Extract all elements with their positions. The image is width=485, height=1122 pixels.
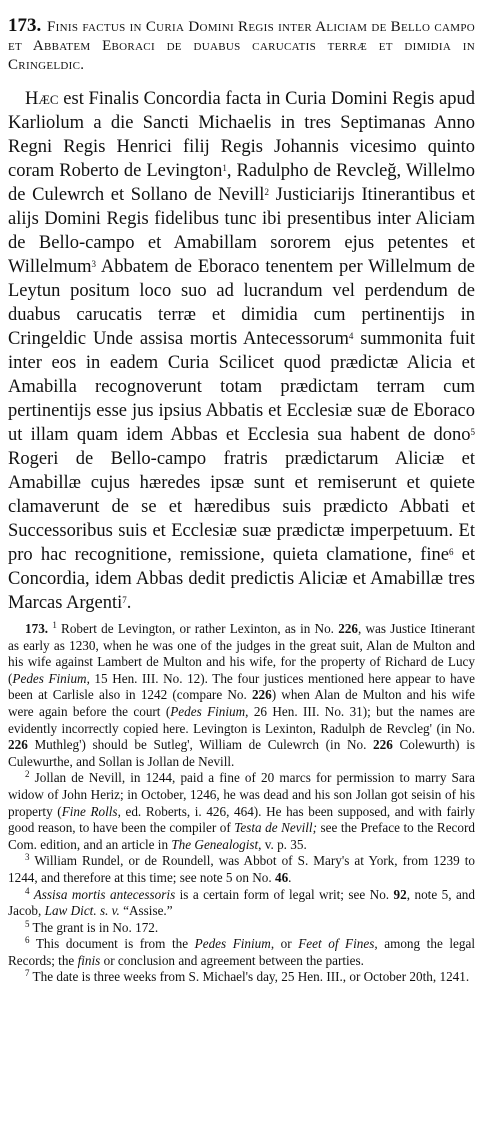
footnote-7 xyxy=(8,969,475,986)
footnote-marker[interactable]: 2 xyxy=(264,187,269,197)
footnote-text: , v. p. 35. xyxy=(258,836,307,852)
text-segment: est Finalis Concordia facta in Curia Domini Regis apud Karliolum a die Sancti Michaelis in tres Septimanas Anno Regni Regis Henrici filij Regis Johannis vicesimo quinto coram Roberto de Levington xyxy=(8,89,475,181)
footnote-text: see the Preface to the Record Com. edition, and an article in xyxy=(8,820,475,852)
footnote-text: . xyxy=(288,869,292,885)
text-segment: Justiciarijs Itinerantibus et alijs Domini Regis fidelibus tunc ibi presentibus inter Aliciam de Bello-campo et Amabillam sororem ejus petentes et Willelmum xyxy=(8,185,475,277)
footnote-text: or conclusion and agreement between the parties. xyxy=(100,952,364,968)
footnote-text: , 26 Hen. III. No. 31); but the names are evidently incorrectly copied here. Levington is Lexinton, Radulph de Revcleg' (in No. xyxy=(8,703,475,736)
charter-heading xyxy=(8,16,475,75)
footnote-marker[interactable]: 1 xyxy=(222,163,227,173)
text-segment: , Radulpho de Revcleğ, Willelmo de Culewrch et Sollano de Nevill xyxy=(8,161,475,205)
footnote-text: , note 5, and Jacob, xyxy=(8,886,475,919)
charter-text xyxy=(8,87,475,615)
footnote-text: , was Justice Itinerant as early as 1230, when he was one of the judges in the great suit, Alan de Multon and his wife against Lambert de Multon and his wife, for the property of Richard de Lucy ( xyxy=(8,621,476,686)
footnote-marker[interactable]: 7 xyxy=(122,595,127,605)
cross-reference[interactable]: 92 xyxy=(393,886,407,902)
footnote-text: is a certain form of legal writ; see No. xyxy=(175,886,394,902)
cross-reference[interactable]: 226 xyxy=(338,621,358,636)
footnote-number: 5 xyxy=(25,918,30,929)
citation-title: Pedes Finium xyxy=(12,670,87,686)
footnote-text: ) when Alan de Multon and his wife were again before the court ( xyxy=(8,687,475,719)
footnote-text: “Assise.” xyxy=(119,903,173,919)
text-segment: summonita fuit inter eos in eadem Curia Scilicet quod prædictæ Alicia et Amabilla recognoverunt totam prædictam terram cum pertinentijs esse jus ipsius Abbatis et Ecclesiæ suæ de Eboraco ut illam quam idem Abbas et Ecclesia sua habent de dono xyxy=(8,329,475,445)
footnote-number: 6 xyxy=(25,935,30,946)
cross-reference[interactable]: 226 xyxy=(373,737,393,753)
citation-title: Testa de Nevill; xyxy=(234,820,317,836)
citation-title: Pedes Finium xyxy=(170,703,246,719)
footnote-number: 4 xyxy=(25,885,30,896)
cross-reference[interactable]: 46 xyxy=(274,869,289,885)
citation-title: The Genealogist xyxy=(171,836,259,852)
footnote-lead: 173. xyxy=(25,621,49,636)
cross-reference[interactable]: 226 xyxy=(251,687,272,703)
citation-title: Feet of Fines xyxy=(298,936,375,952)
footnote-2 xyxy=(8,770,475,853)
footnote-text: , 15 Hen. III. No. 12). The four justices mentioned here appear to have been at Carlisle also in 1242 (compare No. xyxy=(8,670,475,703)
text-segment: et Concordia, idem Abbas dedit predictis Aliciæ et Amabillæ tres Marcas Argenti xyxy=(8,545,475,613)
charter-number: 173. xyxy=(8,15,42,36)
footnote-6 xyxy=(8,936,475,969)
footnote-4 xyxy=(8,887,475,920)
citation-title: Fine Rolls xyxy=(61,803,118,819)
footnote-text: This document is from the xyxy=(29,936,195,952)
footnote-text: Colewurth) is Culewurthe, and Sollan is Jollan de Nevill. xyxy=(8,737,475,769)
footnote-text: , ed. Roberts, i. 426, 464). He has been supposed, and with fairly good reason, to have been the compiler of xyxy=(8,803,475,836)
footnote-number: 7 xyxy=(25,968,30,979)
citation-title: Law Dict. s. v. xyxy=(44,903,120,919)
footnote-text: Jollan de Nevill, in 1244, paid a fine of 20 marcs for permission to marry Sara widow of John Heriz; in October, 1246, he was dead and his son Jollan got seisin of his property ( xyxy=(8,770,475,819)
footnote-text: The grant is in No. 172. xyxy=(29,919,159,935)
footnote-number: 3 xyxy=(25,852,30,863)
footnote-text: The date is three weeks from S. Michael's day, 25 Hen. III., or October 20th, 1241. xyxy=(29,969,470,985)
footnote-1 xyxy=(8,621,475,770)
text-segment: Abbatem de Eboraco tenentem per Willelmum de Leytun positum loco suo ad lucrandum vel perdendum de duabus carucatis terræ et dimidia cum pertinentijs in Cringeldic Unde assisa mortis Antecessorum xyxy=(8,257,475,349)
citation-title: finis xyxy=(77,952,101,968)
footnote-text: Robert de Levington, or rather Lexinton, as in No. xyxy=(56,621,339,636)
text-segment: Rogeri de Bello-campo fratris prædictarum Aliciæ et Amabillæ cujus hæredes ipsæ sunt et remiserunt et quiete clamaverunt de se et hæredibus suis prædicto Abbati et Successoribus suis et Ecclesiæ suæ prædictæ imperpetuum. Et pro hac recognitione, remissione, quieta clamatione, fine xyxy=(8,449,475,565)
footnote-text: William Rundel, or de Roundell, was Abbot of S. Mary's at York, from 1239 to 1244, and therefore at this time; see note 5 on No. xyxy=(8,853,475,885)
footnote-number: 2 xyxy=(25,769,30,780)
text-segment: . xyxy=(126,593,132,613)
footnote-text: Muthleg') should be Sutleg', William de Culewrch (in No. xyxy=(27,737,374,753)
cross-reference[interactable]: 226 xyxy=(8,737,28,753)
footnote-marker[interactable]: 5 xyxy=(470,427,475,437)
footnote-marker[interactable]: 6 xyxy=(448,547,454,557)
footnote-5 xyxy=(8,920,475,937)
footnote-text: , or xyxy=(270,936,299,952)
footnote-marker[interactable]: 4 xyxy=(348,331,354,341)
citation-title: Assisa mortis antecessoris xyxy=(29,886,176,902)
footnote-marker[interactable]: 3 xyxy=(91,259,97,269)
opening-word: Hæc xyxy=(25,89,59,109)
footnote-text: , among the legal Records; the xyxy=(8,936,475,968)
footnotes xyxy=(8,621,475,986)
charter-title: Finis factus in Curia Domini Regis inter Aliciam de Bello campo et Abbatem Eboraci de duabus carucatis terræ et dimidia in Cringeldic. xyxy=(8,19,475,73)
citation-title: Pedes Finium xyxy=(194,936,271,952)
footnote-3 xyxy=(8,853,475,886)
footnote-number: 1 xyxy=(52,620,57,630)
